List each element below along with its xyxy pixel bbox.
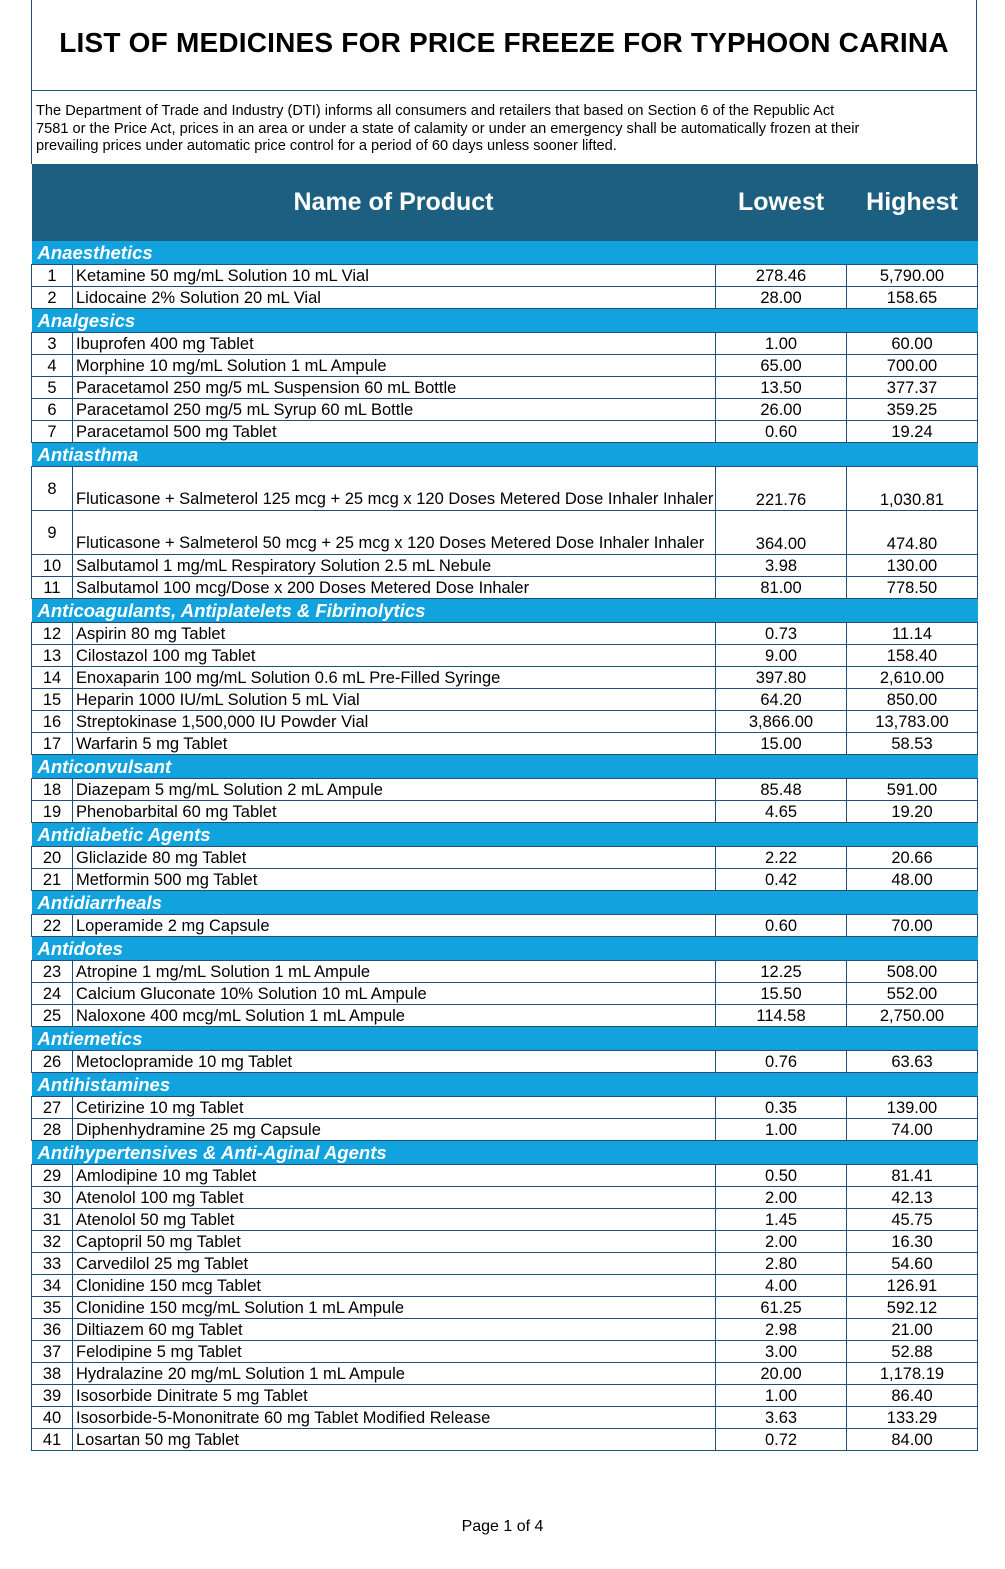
item-number: 37 [32, 1341, 73, 1363]
item-number: 27 [32, 1097, 73, 1119]
highest-price: 591.00 [847, 779, 978, 801]
lowest-price: 13.50 [716, 377, 847, 399]
highest-price: 359.25 [847, 399, 978, 421]
lowest-price: 2.00 [716, 1187, 847, 1209]
highest-price: 1,178.19 [847, 1363, 978, 1385]
document [31, 0, 977, 1451]
intro-paragraph [31, 91, 977, 164]
intro-line: The Department of Trade and Industry (DTI) informs all consumers and retailers that based on Section 6 of the Republic Act [36, 103, 835, 119]
lowest-price: 1.00 [716, 333, 847, 355]
table-row [32, 377, 978, 399]
highest-price: 54.60 [847, 1253, 978, 1275]
table-row [32, 555, 978, 577]
lowest-price: 3.00 [716, 1341, 847, 1363]
table-row [32, 689, 978, 711]
product-name: Ketamine 50 mg/mL Solution 10 mL Vial [73, 265, 716, 287]
item-number: 34 [32, 1275, 73, 1297]
table-row [32, 711, 978, 733]
table-row [32, 1097, 978, 1119]
product-name: Losartan 50 mg Tablet [73, 1429, 716, 1451]
highest-price: 74.00 [847, 1119, 978, 1141]
item-number: 1 [32, 265, 73, 287]
lowest-price: 221.76 [716, 467, 847, 511]
category-row [32, 443, 978, 467]
item-number: 41 [32, 1429, 73, 1451]
lowest-price: 2.80 [716, 1253, 847, 1275]
highest-price: 130.00 [847, 555, 978, 577]
product-name: Amlodipine 10 mg Tablet [73, 1165, 716, 1187]
product-name: Diltiazem 60 mg Tablet [73, 1319, 716, 1341]
product-name: Cetirizine 10 mg Tablet [73, 1097, 716, 1119]
lowest-price: 0.60 [716, 915, 847, 937]
item-number: 38 [32, 1363, 73, 1385]
lowest-price: 1.45 [716, 1209, 847, 1231]
item-number: 8 [32, 467, 73, 511]
highest-price: 474.80 [847, 511, 978, 555]
table-body [32, 241, 978, 1451]
highest-price: 377.37 [847, 377, 978, 399]
item-number: 4 [32, 355, 73, 377]
product-name: Isosorbide-5-Mononitrate 60 mg Tablet Modified Release [73, 1407, 716, 1429]
highest-price: 58.53 [847, 733, 978, 755]
product-name: Clonidine 150 mcg Tablet [73, 1275, 716, 1297]
table-row [32, 1051, 978, 1073]
header-name: Name of Product [32, 164, 716, 241]
highest-price: 19.24 [847, 421, 978, 443]
table-row [32, 511, 978, 555]
highest-price: 158.40 [847, 645, 978, 667]
product-name: Captopril 50 mg Tablet [73, 1231, 716, 1253]
highest-price: 13,783.00 [847, 711, 978, 733]
product-name: Aspirin 80 mg Tablet [73, 623, 716, 645]
product-name: Atropine 1 mg/mL Solution 1 mL Ampule [73, 961, 716, 983]
category-label: Antiemetics [32, 1027, 978, 1051]
table-row [32, 1187, 978, 1209]
product-name: Metoclopramide 10 mg Tablet [73, 1051, 716, 1073]
category-row [32, 241, 978, 265]
highest-price: 81.41 [847, 1165, 978, 1187]
table-row [32, 1231, 978, 1253]
lowest-price: 85.48 [716, 779, 847, 801]
lowest-price: 26.00 [716, 399, 847, 421]
highest-price: 42.13 [847, 1187, 978, 1209]
product-name: Hydralazine 20 mg/mL Solution 1 mL Ampule [73, 1363, 716, 1385]
item-number: 36 [32, 1319, 73, 1341]
highest-price: 700.00 [847, 355, 978, 377]
product-name: Carvedilol 25 mg Tablet [73, 1253, 716, 1275]
category-row [32, 599, 978, 623]
lowest-price: 20.00 [716, 1363, 847, 1385]
category-label: Antidotes [32, 937, 978, 961]
product-name: Phenobarbital 60 mg Tablet [73, 801, 716, 823]
product-name: Diphenhydramine 25 mg Capsule [73, 1119, 716, 1141]
lowest-price: 4.65 [716, 801, 847, 823]
lowest-price: 3,866.00 [716, 711, 847, 733]
lowest-price: 81.00 [716, 577, 847, 599]
product-name: Atenolol 100 mg Tablet [73, 1187, 716, 1209]
category-label: Antidiabetic Agents [32, 823, 978, 847]
table-row [32, 355, 978, 377]
highest-price: 508.00 [847, 961, 978, 983]
highest-price: 63.63 [847, 1051, 978, 1073]
item-number: 14 [32, 667, 73, 689]
highest-price: 11.14 [847, 623, 978, 645]
lowest-price: 364.00 [716, 511, 847, 555]
item-number: 3 [32, 333, 73, 355]
item-number: 23 [32, 961, 73, 983]
category-label: Anticoagulants, Antiplatelets & Fibrinolytics [32, 599, 978, 623]
highest-price: 2,610.00 [847, 667, 978, 689]
highest-price: 158.65 [847, 287, 978, 309]
product-name: Atenolol 50 mg Tablet [73, 1209, 716, 1231]
item-number: 29 [32, 1165, 73, 1187]
highest-price: 20.66 [847, 847, 978, 869]
table-row [32, 1209, 978, 1231]
table-row [32, 1341, 978, 1363]
category-label: Antidiarrheals [32, 891, 978, 915]
item-number: 26 [32, 1051, 73, 1073]
product-name: Naloxone 400 mcg/mL Solution 1 mL Ampule [73, 1005, 716, 1027]
lowest-price: 0.72 [716, 1429, 847, 1451]
product-name: Cilostazol 100 mg Tablet [73, 645, 716, 667]
product-name: Diazepam 5 mg/mL Solution 2 mL Ampule [73, 779, 716, 801]
lowest-price: 0.42 [716, 869, 847, 891]
category-label: Antihypertensives & Anti-Aginal Agents [32, 1141, 978, 1165]
highest-price: 21.00 [847, 1319, 978, 1341]
table-row [32, 847, 978, 869]
highest-price: 2,750.00 [847, 1005, 978, 1027]
lowest-price: 2.00 [716, 1231, 847, 1253]
category-label: Anaesthetics [32, 241, 978, 265]
product-name: Lidocaine 2% Solution 20 mL Vial [73, 287, 716, 309]
table-row [32, 1297, 978, 1319]
table-row [32, 915, 978, 937]
lowest-price: 2.98 [716, 1319, 847, 1341]
product-name: Fluticasone + Salmeterol 125 mcg + 25 mcg x 120 Doses Metered Dose Inhaler Inhaler [73, 467, 716, 511]
lowest-price: 0.35 [716, 1097, 847, 1119]
highest-price: 126.91 [847, 1275, 978, 1297]
intro-line: 7581 or the Price Act, prices in an area or under a state of calamity or under an emergency shall be automatically frozen at their [36, 120, 860, 137]
highest-price: 1,030.81 [847, 467, 978, 511]
table-row [32, 1119, 978, 1141]
lowest-price: 114.58 [716, 1005, 847, 1027]
item-number: 15 [32, 689, 73, 711]
product-name: Salbutamol 1 mg/mL Respiratory Solution 2.5 mL Nebule [73, 555, 716, 577]
table-row [32, 1165, 978, 1187]
item-number: 19 [32, 801, 73, 823]
item-number: 17 [32, 733, 73, 755]
item-number: 5 [32, 377, 73, 399]
item-number: 31 [32, 1209, 73, 1231]
highest-price: 139.00 [847, 1097, 978, 1119]
lowest-price: 397.80 [716, 667, 847, 689]
table-row [32, 1363, 978, 1385]
table-row [32, 1253, 978, 1275]
product-name: Clonidine 150 mcg/mL Solution 1 mL Ampule [73, 1297, 716, 1319]
product-name: Streptokinase 1,500,000 IU Powder Vial [73, 711, 716, 733]
product-name: Ibuprofen 400 mg Tablet [73, 333, 716, 355]
table-row [32, 983, 978, 1005]
item-number: 10 [32, 555, 73, 577]
highest-price: 70.00 [847, 915, 978, 937]
category-label: Antiasthma [32, 443, 978, 467]
item-number: 18 [32, 779, 73, 801]
table-row [32, 1385, 978, 1407]
highest-price: 86.40 [847, 1385, 978, 1407]
table-row [32, 1005, 978, 1027]
lowest-price: 64.20 [716, 689, 847, 711]
lowest-price: 65.00 [716, 355, 847, 377]
item-number: 28 [32, 1119, 73, 1141]
highest-price: 5,790.00 [847, 265, 978, 287]
table-row [32, 801, 978, 823]
highest-price: 133.29 [847, 1407, 978, 1429]
item-number: 11 [32, 577, 73, 599]
item-number: 39 [32, 1385, 73, 1407]
category-row [32, 309, 978, 333]
product-name: Loperamide 2 mg Capsule [73, 915, 716, 937]
item-number: 33 [32, 1253, 73, 1275]
medicine-table [31, 164, 978, 1451]
lowest-price: 28.00 [716, 287, 847, 309]
category-row [32, 755, 978, 779]
category-row [32, 1141, 978, 1165]
category-row [32, 1073, 978, 1097]
table-row [32, 399, 978, 421]
table-row [32, 1319, 978, 1341]
table-row [32, 667, 978, 689]
lowest-price: 1.00 [716, 1119, 847, 1141]
lowest-price: 15.50 [716, 983, 847, 1005]
lowest-price: 1.00 [716, 1385, 847, 1407]
lowest-price: 61.25 [716, 1297, 847, 1319]
lowest-price: 0.50 [716, 1165, 847, 1187]
product-name: Salbutamol 100 mcg/Dose x 200 Doses Metered Dose Inhaler [73, 577, 716, 599]
product-name: Felodipine 5 mg Tablet [73, 1341, 716, 1363]
item-number: 7 [32, 421, 73, 443]
table-row [32, 869, 978, 891]
lowest-price: 12.25 [716, 961, 847, 983]
product-name: Calcium Gluconate 10% Solution 10 mL Ampule [73, 983, 716, 1005]
product-name: Paracetamol 500 mg Tablet [73, 421, 716, 443]
header-highest: Highest [847, 164, 978, 241]
product-name: Gliclazide 80 mg Tablet [73, 847, 716, 869]
product-name: Morphine 10 mg/mL Solution 1 mL Ampule [73, 355, 716, 377]
table-row [32, 645, 978, 667]
lowest-price: 4.00 [716, 1275, 847, 1297]
table-row [32, 1407, 978, 1429]
table-row [32, 961, 978, 983]
item-number: 22 [32, 915, 73, 937]
lowest-price: 3.98 [716, 555, 847, 577]
lowest-price: 278.46 [716, 265, 847, 287]
category-label: Anticonvulsant [32, 755, 978, 779]
table-row [32, 577, 978, 599]
lowest-price: 9.00 [716, 645, 847, 667]
lowest-price: 2.22 [716, 847, 847, 869]
product-name: Isosorbide Dinitrate 5 mg Tablet [73, 1385, 716, 1407]
lowest-price: 0.76 [716, 1051, 847, 1073]
highest-price: 84.00 [847, 1429, 978, 1451]
table-header [32, 164, 978, 241]
highest-price: 48.00 [847, 869, 978, 891]
page-title: LIST OF MEDICINES FOR PRICE FREEZE FOR TYPHOON CARINA [59, 27, 949, 58]
table-row [32, 333, 978, 355]
highest-price: 45.75 [847, 1209, 978, 1231]
table-row [32, 1275, 978, 1297]
table-row [32, 1429, 978, 1451]
item-number: 25 [32, 1005, 73, 1027]
item-number: 24 [32, 983, 73, 1005]
table-row [32, 467, 978, 511]
item-number: 9 [32, 511, 73, 555]
highest-price: 60.00 [847, 333, 978, 355]
item-number: 2 [32, 287, 73, 309]
product-name: Paracetamol 250 mg/5 mL Suspension 60 mL Bottle [73, 377, 716, 399]
table-row [32, 265, 978, 287]
item-number: 12 [32, 623, 73, 645]
lowest-price: 0.60 [716, 421, 847, 443]
product-name: Warfarin 5 mg Tablet [73, 733, 716, 755]
category-row [32, 1027, 978, 1051]
product-name: Fluticasone + Salmeterol 50 mcg + 25 mcg x 120 Doses Metered Dose Inhaler Inhaler [73, 511, 716, 555]
item-number: 40 [32, 1407, 73, 1429]
category-row [32, 937, 978, 961]
intro-line: prevailing prices under automatic price control for a period of 60 days unless sooner lifted. [36, 138, 617, 154]
highest-price: 552.00 [847, 983, 978, 1005]
item-number: 21 [32, 869, 73, 891]
highest-price: 778.50 [847, 577, 978, 599]
product-name: Metformin 500 mg Tablet [73, 869, 716, 891]
table-row [32, 733, 978, 755]
category-label: Antihistamines [32, 1073, 978, 1097]
page-footer: Page 1 of 4 [461, 1518, 544, 1535]
item-number: 20 [32, 847, 73, 869]
table-row [32, 287, 978, 309]
highest-price: 19.20 [847, 801, 978, 823]
item-number: 30 [32, 1187, 73, 1209]
table-row [32, 421, 978, 443]
lowest-price: 0.73 [716, 623, 847, 645]
highest-price: 592.12 [847, 1297, 978, 1319]
table-row [32, 779, 978, 801]
product-name: Paracetamol 250 mg/5 mL Syrup 60 mL Bottle [73, 399, 716, 421]
item-number: 6 [32, 399, 73, 421]
item-number: 13 [32, 645, 73, 667]
header-lowest: Lowest [716, 164, 847, 241]
table-row [32, 623, 978, 645]
product-name: Enoxaparin 100 mg/mL Solution 0.6 mL Pre-Filled Syringe [73, 667, 716, 689]
category-row [32, 891, 978, 915]
highest-price: 52.88 [847, 1341, 978, 1363]
category-row [32, 823, 978, 847]
lowest-price: 3.63 [716, 1407, 847, 1429]
highest-price: 850.00 [847, 689, 978, 711]
product-name: Heparin 1000 IU/mL Solution 5 mL Vial [73, 689, 716, 711]
title-box [31, 0, 977, 91]
highest-price: 16.30 [847, 1231, 978, 1253]
item-number: 32 [32, 1231, 73, 1253]
category-label: Analgesics [32, 309, 978, 333]
item-number: 35 [32, 1297, 73, 1319]
item-number: 16 [32, 711, 73, 733]
lowest-price: 15.00 [716, 733, 847, 755]
